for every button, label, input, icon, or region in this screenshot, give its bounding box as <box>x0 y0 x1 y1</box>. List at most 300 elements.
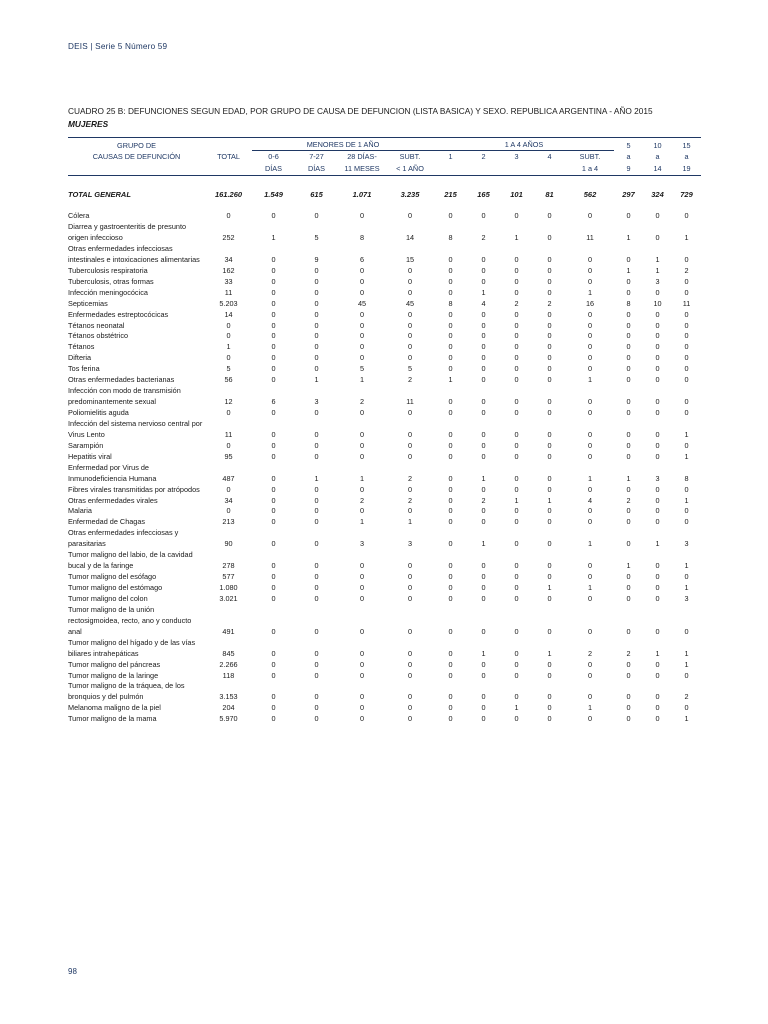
row-value: 0 <box>514 593 519 603</box>
col-header-3: 3 <box>514 152 519 162</box>
row-value: 1 <box>684 714 689 724</box>
table-row <box>68 222 701 244</box>
page-subtitle: MUJERES <box>68 119 109 130</box>
row-value: 0 <box>547 703 552 713</box>
row-value: 0 <box>314 265 319 275</box>
row-value: 0 <box>514 287 519 297</box>
group-header-1a4: 1 A 4 AÑOS <box>434 139 614 151</box>
row-value: 0 <box>359 583 365 593</box>
row-value: 0 <box>448 331 453 341</box>
row-value: 90 <box>224 539 233 549</box>
row-value: 0 <box>407 572 413 582</box>
row-value: 0 <box>684 703 689 713</box>
row-value: 1 <box>684 659 689 669</box>
row-value: 0 <box>359 506 365 516</box>
row-value: 0 <box>547 506 552 516</box>
row-value: 0 <box>448 254 453 264</box>
row-value: 0 <box>655 342 660 352</box>
row-value: 1 <box>626 561 631 571</box>
row-label: Poliomielitis aguda <box>68 408 129 418</box>
row-value: 0 <box>359 265 365 275</box>
row-value: 0 <box>587 572 593 582</box>
row-value: 0 <box>271 561 276 571</box>
row-value: 0 <box>314 703 319 713</box>
row-value: 1 <box>626 233 631 243</box>
row-value: 0 <box>314 484 319 494</box>
row-label: Tumor maligno de la unión rectosigmoidea, recto, ano y conducto anal <box>68 604 192 636</box>
row-value: 0 <box>314 583 319 593</box>
row-value: 0 <box>481 353 486 363</box>
table-row <box>68 714 701 725</box>
row-label: Tétanos <box>68 342 95 352</box>
row-value: 0 <box>359 451 365 461</box>
row-value: 5.203 <box>219 298 238 308</box>
row-value: 1 <box>359 375 365 385</box>
col-header-2-l2 <box>467 163 500 174</box>
row-value: 1 <box>481 287 486 297</box>
table-row <box>68 583 701 594</box>
row-value: 3 <box>314 397 319 407</box>
row-value: 1 <box>655 539 660 549</box>
deaths-by-age-table <box>68 137 701 725</box>
row-value: 0 <box>626 331 631 341</box>
row-value: 0 <box>547 331 552 341</box>
row-value: 0 <box>407 331 413 341</box>
row-value: 0 <box>448 364 453 374</box>
table-row <box>68 452 701 463</box>
row-value: 0 <box>514 583 519 593</box>
row-value: 0 <box>587 429 593 439</box>
running-head: DEIS | Serie 5 Número 59 <box>68 42 168 51</box>
row-value: 8 <box>448 298 453 308</box>
row-value: 0 <box>655 375 660 385</box>
row-value: 2 <box>481 233 486 243</box>
row-value: 0 <box>271 309 276 319</box>
row-value: 0 <box>547 692 552 702</box>
row-value: 0 <box>587 714 593 724</box>
row-value: 0 <box>448 539 453 549</box>
row-value: 0 <box>587 353 593 363</box>
row-value: 0 <box>448 648 453 658</box>
row-value: 1 <box>514 233 519 243</box>
row-value: 0 <box>407 265 413 275</box>
row-value: 3 <box>655 473 660 483</box>
row-value: 0 <box>448 397 453 407</box>
col-header-1: 1 <box>448 152 453 162</box>
row-value: 0 <box>655 309 660 319</box>
table-row <box>68 364 701 375</box>
row-label: Tétanos obstétrico <box>68 331 129 341</box>
row-value: 0 <box>587 320 593 330</box>
row-value: 0 <box>626 451 631 461</box>
row-value: 0 <box>547 397 552 407</box>
row-value: 0 <box>314 331 319 341</box>
row-label: Difteria <box>68 353 92 363</box>
row-value: 0 <box>587 211 593 221</box>
row-value: 0 <box>587 517 593 527</box>
row-value: 0 <box>314 626 319 636</box>
row-value: 0 <box>587 254 593 264</box>
row-value: 0 <box>684 572 689 582</box>
row-value: 0 <box>314 714 319 724</box>
row-value: 0 <box>448 408 453 418</box>
row-value: 11 <box>586 233 594 243</box>
row-value: 0 <box>684 364 689 374</box>
row-value: 1 <box>547 495 552 505</box>
row-label: Otras enfermedades bacterianas <box>68 375 175 385</box>
row-value: 0 <box>547 276 552 286</box>
row-value: 0 <box>271 473 276 483</box>
row-value: 0 <box>587 265 593 275</box>
row-value: 0 <box>684 626 689 636</box>
row-value: 0 <box>547 320 552 330</box>
table-row <box>68 419 701 441</box>
header-row-3 <box>68 163 701 174</box>
row-value: 3 <box>655 276 660 286</box>
row-value: 5 <box>359 364 365 374</box>
row-value: 0 <box>481 429 486 439</box>
row-value: 0 <box>226 211 231 221</box>
col-header-3-l2 <box>500 163 533 174</box>
total-row-value-4: 81 <box>545 189 554 199</box>
col-header-total-l2 <box>205 163 252 174</box>
row-value: 0 <box>481 364 486 374</box>
row-value: 0 <box>407 648 413 658</box>
row-value: 0 <box>626 692 631 702</box>
row-value: 11 <box>406 397 414 407</box>
row-value: 0 <box>514 375 519 385</box>
row-value: 0 <box>626 714 631 724</box>
col-header-15a19-l1: 15 <box>682 140 691 150</box>
row-value: 0 <box>547 517 552 527</box>
row-value: 0 <box>587 692 593 702</box>
row-value: 0 <box>271 353 276 363</box>
row-value: 1 <box>547 583 552 593</box>
row-value: 0 <box>407 670 413 680</box>
row-value: 0 <box>626 342 631 352</box>
row-value: 0 <box>271 298 276 308</box>
row-value: 204 <box>222 703 235 713</box>
header-row-2 <box>68 151 701 163</box>
total-row-value-2: 165 <box>477 189 490 199</box>
row-value: 0 <box>655 451 660 461</box>
row-value: 0 <box>314 495 319 505</box>
row-value: 0 <box>587 451 593 461</box>
row-value: 0 <box>684 397 689 407</box>
row-value: 0 <box>626 276 631 286</box>
row-value: 0 <box>481 320 486 330</box>
col-header-7a27dias-l2: DÍAS <box>307 163 326 173</box>
row-value: 0 <box>514 517 519 527</box>
row-value: 0 <box>271 495 276 505</box>
row-value: 0 <box>226 506 231 516</box>
row-value: 0 <box>481 397 486 407</box>
row-value: 0 <box>547 287 552 297</box>
row-value: 0 <box>626 320 631 330</box>
row-value: 1 <box>226 342 231 352</box>
row-value: 0 <box>448 440 453 450</box>
row-value: 0 <box>407 659 413 669</box>
row-value: 2 <box>514 298 519 308</box>
row-value: 0 <box>514 331 519 341</box>
row-value: 2 <box>626 648 631 658</box>
row-value: 1 <box>587 473 593 483</box>
row-value: 0 <box>655 440 660 450</box>
col-header-2: 2 <box>481 152 486 162</box>
row-value: 0 <box>481 440 486 450</box>
row-value: 0 <box>684 331 689 341</box>
row-value: 0 <box>481 309 486 319</box>
col-header-subt-1a4-l2: 1 a 4 <box>581 163 599 173</box>
row-value: 5.970 <box>219 714 238 724</box>
row-value: 0 <box>547 375 552 385</box>
table-row <box>68 299 701 310</box>
row-value: 0 <box>684 670 689 680</box>
row-value: 252 <box>222 233 235 243</box>
row-value: 0 <box>626 703 631 713</box>
row-value: 16 <box>585 298 595 308</box>
row-value: 0 <box>626 626 631 636</box>
row-value: 0 <box>448 473 453 483</box>
row-value: 1 <box>626 473 631 483</box>
row-value: 0 <box>655 626 660 636</box>
row-value: 0 <box>448 495 453 505</box>
row-value: 0 <box>684 408 689 418</box>
row-value: 0 <box>514 265 519 275</box>
row-value: 0 <box>547 254 552 264</box>
row-value: 0 <box>626 517 631 527</box>
row-value: 33 <box>224 276 233 286</box>
row-value: 0 <box>514 539 519 549</box>
row-value: 0 <box>655 692 660 702</box>
row-value: 0 <box>684 342 689 352</box>
row-value: 0 <box>407 287 413 297</box>
row-value: 0 <box>314 298 319 308</box>
row-value: 0 <box>587 408 593 418</box>
col-header-subt-menor1-l2: < 1 AÑO <box>396 163 424 173</box>
row-value: 0 <box>547 593 552 603</box>
row-value: 0 <box>626 375 631 385</box>
row-value: 0 <box>359 648 365 658</box>
table-row <box>68 408 701 419</box>
row-value: 0 <box>655 429 660 439</box>
row-value: 0 <box>655 572 660 582</box>
row-label: Infección meningocócica <box>68 287 148 297</box>
row-value: 0 <box>547 670 552 680</box>
row-value: 0 <box>271 320 276 330</box>
row-value: 0 <box>448 670 453 680</box>
row-label: Tétanos neonatal <box>68 320 125 330</box>
row-value: 0 <box>359 659 365 669</box>
row-value: 0 <box>407 353 413 363</box>
row-value: 4 <box>481 298 486 308</box>
table-row <box>68 594 701 605</box>
row-value: 0 <box>448 703 453 713</box>
row-value: 1 <box>684 648 689 658</box>
row-value: 1 <box>655 254 660 264</box>
row-value: 0 <box>448 692 453 702</box>
row-value: 0 <box>481 276 486 286</box>
row-label: Tumor maligno del páncreas <box>68 659 161 669</box>
row-value: 0 <box>448 265 453 275</box>
table-row <box>68 441 701 452</box>
row-value: 5 <box>407 364 413 374</box>
table-row <box>68 244 701 266</box>
row-value: 0 <box>514 342 519 352</box>
row-value: 577 <box>222 572 235 582</box>
table-row <box>68 211 701 222</box>
row-value: 0 <box>481 484 486 494</box>
row-value: 0 <box>655 517 660 527</box>
row-value: 0 <box>407 342 413 352</box>
row-value: 5 <box>314 233 319 243</box>
row-value: 0 <box>481 692 486 702</box>
row-value: 0 <box>271 593 276 603</box>
row-value: 2 <box>684 692 689 702</box>
table-row <box>68 277 701 288</box>
row-value: 0 <box>448 353 453 363</box>
row-value: 0 <box>587 397 593 407</box>
total-row-value-subt-menor1: 3.235 <box>400 189 420 199</box>
row-value: 0 <box>684 254 689 264</box>
row-value: 0 <box>547 211 552 221</box>
row-value: 0 <box>587 593 593 603</box>
row-value: 0 <box>626 506 631 516</box>
row-value: 0 <box>547 364 552 374</box>
row-value: 0 <box>314 561 319 571</box>
row-value: 0 <box>271 331 276 341</box>
row-value: 0 <box>547 440 552 450</box>
row-value: 0 <box>626 484 631 494</box>
row-label: Infección del sistema nervioso central por Virus Lento <box>68 418 203 439</box>
row-value: 0 <box>359 593 365 603</box>
row-value: 0 <box>359 670 365 680</box>
row-value: 5 <box>226 364 231 374</box>
row-value: 0 <box>359 692 365 702</box>
row-value: 0 <box>314 517 319 527</box>
col-header-5a9-l3: 9 <box>626 163 631 173</box>
col-header-0a6dias-l1: 0-6 <box>268 152 279 162</box>
row-value: 0 <box>684 320 689 330</box>
row-value: 1 <box>547 648 552 658</box>
row-label: Tumor maligno de la tráquea, de los bronquios y del pulmón <box>68 681 185 702</box>
row-value: 0 <box>448 429 453 439</box>
row-value: 1.080 <box>219 583 238 593</box>
row-value: 0 <box>271 648 276 658</box>
row-value: 0 <box>271 342 276 352</box>
row-value: 0 <box>684 276 689 286</box>
col-header-5a9-l1: 5 <box>626 140 631 150</box>
row-value: 0 <box>514 692 519 702</box>
row-value: 0 <box>514 484 519 494</box>
row-value: 0 <box>314 211 319 221</box>
row-value: 0 <box>514 440 519 450</box>
row-value: 0 <box>547 451 552 461</box>
row-value: 213 <box>222 517 235 527</box>
row-value: 0 <box>547 429 552 439</box>
row-value: 0 <box>514 648 519 658</box>
row-value: 0 <box>314 692 319 702</box>
row-value: 0 <box>359 276 365 286</box>
row-value: 0 <box>481 626 486 636</box>
row-value: 1 <box>684 233 689 243</box>
row-value: 0 <box>359 287 365 297</box>
row-value: 0 <box>514 276 519 286</box>
row-value: 162 <box>222 265 235 275</box>
row-value: 0 <box>684 287 689 297</box>
row-value: 0 <box>271 254 276 264</box>
stub-header-line2: CAUSAS DE DEFUNCIÓN <box>92 152 181 162</box>
row-value: 2 <box>359 397 365 407</box>
row-value: 0 <box>587 626 593 636</box>
row-value: 1 <box>684 495 689 505</box>
row-value: 11 <box>224 429 233 439</box>
row-label: Tuberculosis respiratoria <box>68 265 148 275</box>
row-value: 0 <box>514 473 519 483</box>
row-value: 0 <box>448 451 453 461</box>
row-value: 0 <box>359 331 365 341</box>
col-header-15a19-l3: 19 <box>682 163 691 173</box>
row-value: 1 <box>314 473 319 483</box>
total-row-value-7a27: 615 <box>310 189 323 199</box>
row-value: 0 <box>271 506 276 516</box>
row-value: 0 <box>626 287 631 297</box>
row-value: 2 <box>359 495 365 505</box>
row-value: 0 <box>655 353 660 363</box>
row-value: 0 <box>547 408 552 418</box>
row-value: 2 <box>587 648 593 658</box>
row-value: 487 <box>222 473 235 483</box>
row-value: 0 <box>626 593 631 603</box>
row-value: 0 <box>481 670 486 680</box>
row-value: 0 <box>448 484 453 494</box>
row-value: 0 <box>314 648 319 658</box>
row-value: 3 <box>407 539 413 549</box>
row-value: 1 <box>448 375 453 385</box>
row-value: 1 <box>655 265 660 275</box>
row-value: 0 <box>655 408 660 418</box>
row-value: 0 <box>481 506 486 516</box>
row-value: 0 <box>684 440 689 450</box>
row-value: 2 <box>684 265 689 275</box>
row-value: 0 <box>271 276 276 286</box>
table-row <box>68 572 701 583</box>
row-value: 1 <box>587 703 593 713</box>
row-value: 0 <box>407 276 413 286</box>
total-row-value-1: 215 <box>444 189 457 199</box>
row-value: 2 <box>407 473 413 483</box>
row-value: 1 <box>514 703 519 713</box>
row-value: 0 <box>407 451 413 461</box>
row-value: 0 <box>655 659 660 669</box>
row-value: 0 <box>407 692 413 702</box>
row-value: 0 <box>359 320 365 330</box>
row-value: 0 <box>481 572 486 582</box>
row-value: 0 <box>271 703 276 713</box>
row-value: 0 <box>407 506 413 516</box>
row-label: Tumor maligno del colon <box>68 593 148 603</box>
row-value: 0 <box>448 583 453 593</box>
row-value: 8 <box>359 233 365 243</box>
row-label: Infección con modo de transmisión predominantemente sexual <box>68 386 181 407</box>
row-value: 3 <box>684 539 689 549</box>
table-row <box>68 353 701 364</box>
row-value: 1 <box>359 517 365 527</box>
header-row-1 <box>68 139 701 151</box>
row-value: 8 <box>626 298 631 308</box>
row-value: 0 <box>481 451 486 461</box>
row-value: 0 <box>587 670 593 680</box>
